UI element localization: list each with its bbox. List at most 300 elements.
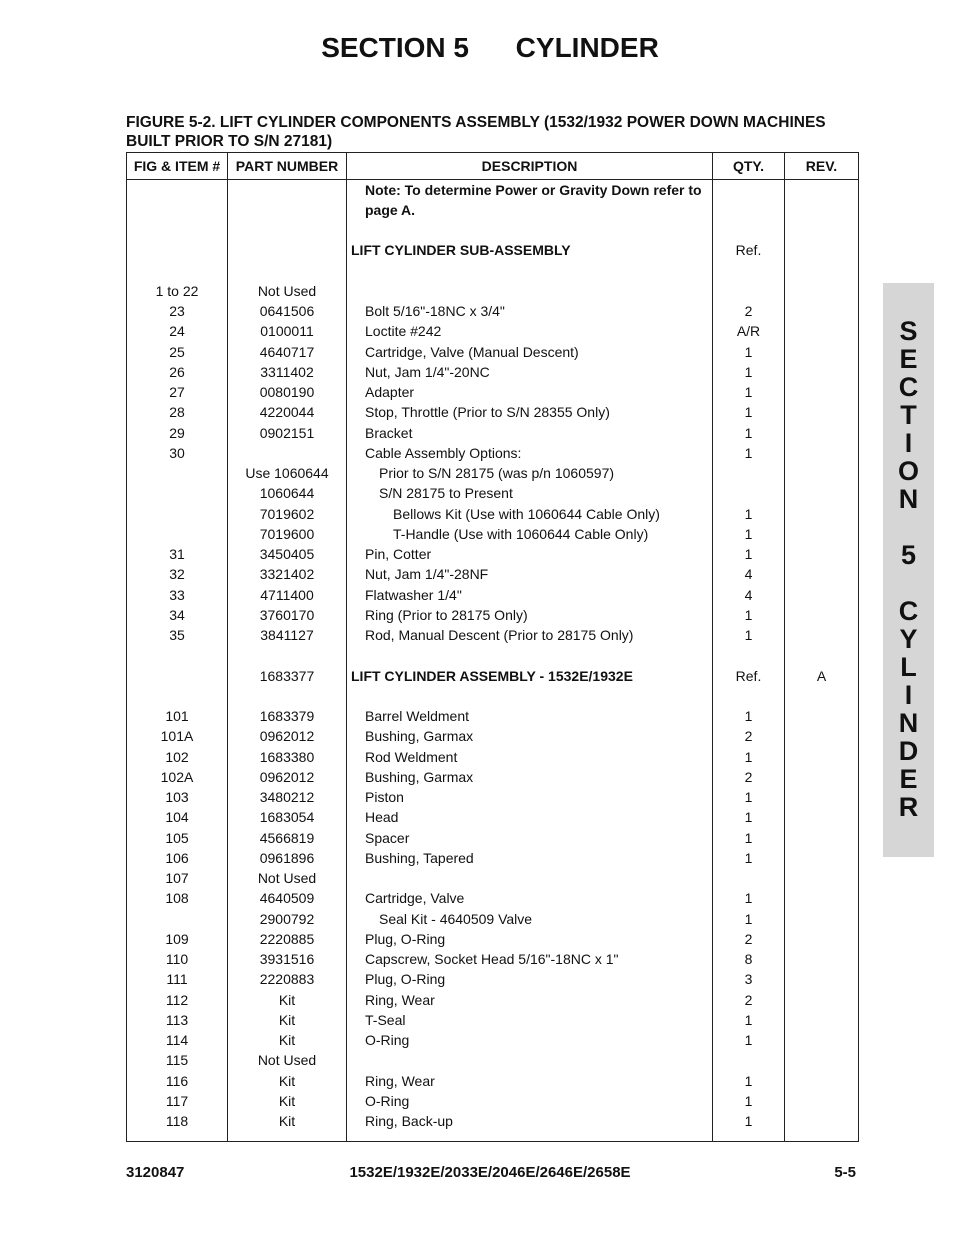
side-tab-letter: C	[898, 596, 919, 626]
description-text: Bushing, Tapered	[365, 849, 474, 866]
part-number-cell: 2220883	[228, 969, 347, 989]
fig-item-cell: 101A	[127, 726, 228, 746]
qty-cell: 2	[713, 767, 785, 787]
part-number-cell: 1683380	[228, 747, 347, 767]
table-row	[127, 524, 859, 544]
description-cell	[347, 321, 713, 341]
part-number-cell	[228, 443, 347, 463]
description-cell	[347, 220, 713, 240]
side-tab-letter: E	[899, 764, 918, 794]
description-text: Loctite #242	[365, 323, 442, 340]
fig-item-cell: 32	[127, 564, 228, 584]
table-row	[127, 828, 859, 848]
description-cell	[347, 787, 713, 807]
qty-cell	[713, 281, 785, 301]
description-cell	[347, 423, 713, 443]
qty-cell: 1	[713, 625, 785, 645]
part-number-cell: 3311402	[228, 362, 347, 382]
description-cell	[347, 240, 713, 260]
side-tab-letter: N	[898, 484, 919, 514]
description-cell	[347, 807, 713, 827]
rev-cell	[785, 463, 859, 483]
table-row	[127, 362, 859, 382]
part-number-cell: 4711400	[228, 585, 347, 605]
rev-cell	[785, 686, 859, 706]
description-cell	[347, 605, 713, 625]
table-row	[127, 1071, 859, 1091]
table-row	[127, 949, 859, 969]
fig-item-cell: 103	[127, 787, 228, 807]
part-number-cell: 4640509	[228, 888, 347, 908]
description-cell	[347, 180, 713, 221]
rev-cell	[785, 564, 859, 584]
table-row	[127, 423, 859, 443]
fig-item-cell	[127, 483, 228, 503]
description-cell	[347, 1071, 713, 1091]
rev-cell	[785, 504, 859, 524]
description-text: Flatwasher 1/4"	[365, 586, 462, 603]
fig-item-cell: 109	[127, 929, 228, 949]
part-number-cell: 3760170	[228, 605, 347, 625]
fig-item-cell: 105	[127, 828, 228, 848]
description-cell	[347, 261, 713, 281]
description-text: T-Seal	[365, 1011, 406, 1028]
qty-cell	[713, 180, 785, 221]
part-number-cell: 2900792	[228, 909, 347, 929]
part-number-cell: Not Used	[228, 1050, 347, 1070]
description-text: Bolt 5/16"-18NC x 3/4"	[365, 303, 505, 319]
description-cell	[347, 625, 713, 645]
qty-cell: 2	[713, 929, 785, 949]
table-row	[127, 1050, 859, 1070]
description-cell	[347, 362, 713, 382]
description-text: Nut, Jam 1/4"-28NF	[365, 566, 489, 583]
fig-item-cell	[127, 220, 228, 240]
part-number-cell: 0100011	[228, 321, 347, 341]
side-tab-letter: C	[898, 372, 919, 402]
description-cell	[347, 848, 713, 868]
part-number-cell: 1060644	[228, 483, 347, 503]
fig-item-cell: 33	[127, 585, 228, 605]
table-row	[127, 868, 859, 888]
fig-item-cell: 110	[127, 949, 228, 969]
description-text: Piston	[365, 789, 404, 805]
qty-cell: 1	[713, 787, 785, 807]
qty-cell	[713, 868, 785, 888]
page-title: SECTION 5 CYLINDER	[321, 32, 659, 63]
part-number-cell	[228, 686, 347, 706]
description-cell	[347, 666, 713, 686]
description-cell	[347, 767, 713, 787]
table-row	[127, 605, 859, 625]
table-row	[127, 585, 859, 605]
part-number-cell: 0902151	[228, 423, 347, 443]
description-cell	[347, 990, 713, 1010]
part-number-cell: 0641506	[228, 301, 347, 321]
column-header-qty: QTY.	[713, 153, 785, 180]
part-number-cell: 3841127	[228, 625, 347, 645]
description-text: Stop, Throttle (Prior to S/N 28355 Only)	[365, 404, 610, 421]
description-cell	[347, 443, 713, 463]
description-text: Bracket	[365, 424, 413, 441]
part-number-cell: Kit	[228, 1071, 347, 1091]
table-row	[127, 220, 859, 240]
rev-cell	[785, 848, 859, 868]
table-row	[127, 929, 859, 949]
part-number-cell: Kit	[228, 1010, 347, 1030]
rev-cell	[785, 321, 859, 341]
rev-cell	[785, 402, 859, 422]
rev-cell	[785, 342, 859, 362]
part-number-cell: 7019600	[228, 524, 347, 544]
description-text: Plug, O-Ring	[365, 971, 446, 988]
qty-cell: Ref.	[713, 666, 785, 686]
table-row	[127, 1010, 859, 1030]
fig-item-cell: 31	[127, 544, 228, 564]
description-cell	[347, 949, 713, 969]
description-text: Seal Kit - 4640509 Valve	[379, 910, 533, 927]
fig-item-cell	[127, 261, 228, 281]
description-cell	[347, 828, 713, 848]
part-number-cell: 0962012	[228, 726, 347, 746]
qty-cell: 1	[713, 1030, 785, 1050]
fig-item-cell: 1 to 22	[127, 281, 228, 301]
table-row	[127, 888, 859, 908]
qty-cell: 1	[713, 828, 785, 848]
qty-cell	[713, 220, 785, 240]
footer-models: 1532E/1932E/2033E/2046E/2646E/2658E	[349, 1164, 631, 1181]
description-cell	[347, 544, 713, 564]
table-row	[127, 706, 859, 726]
qty-cell: 1	[713, 888, 785, 908]
description-text: Pin, Cotter	[365, 546, 432, 562]
part-number-cell: 4566819	[228, 828, 347, 848]
fig-item-cell: 28	[127, 402, 228, 422]
part-number-cell: 1683379	[228, 706, 347, 726]
fig-item-cell	[127, 504, 228, 524]
rev-cell	[785, 868, 859, 888]
figure-title: FIGURE 5-2. LIFT CYLINDER COMPONENTS ASSEMBLY (1532/1932 POWER DOWN MACHINES BUILT PRIOR TO S/N 27181)	[126, 114, 826, 150]
rev-cell	[785, 585, 859, 605]
rev-cell	[785, 949, 859, 969]
rev-cell	[785, 382, 859, 402]
fig-item-cell: 23	[127, 301, 228, 321]
description-text: Cable Assembly Options:	[365, 444, 522, 461]
fig-item-cell: 25	[127, 342, 228, 362]
part-number-cell: 3480212	[228, 787, 347, 807]
part-number-cell: Kit	[228, 1030, 347, 1050]
fig-item-cell: 116	[127, 1071, 228, 1091]
table-row	[127, 686, 859, 706]
side-tab-letter: R	[898, 792, 919, 822]
description-text: Bushing, Garmax	[365, 728, 474, 745]
rev-cell	[785, 281, 859, 301]
column-header-fig-item: FIG & ITEM #	[127, 153, 228, 180]
rev-cell	[785, 1091, 859, 1111]
description-cell	[347, 1091, 713, 1111]
description-text: Bellows Kit (Use with 1060644 Cable Only)	[393, 505, 660, 522]
part-number-cell: 0080190	[228, 382, 347, 402]
table-row	[127, 1091, 859, 1111]
table-row	[127, 483, 859, 503]
table-row	[127, 443, 859, 463]
description-cell	[347, 888, 713, 908]
fig-item-cell: 26	[127, 362, 228, 382]
column-header-description: DESCRIPTION	[347, 153, 713, 180]
table-row	[127, 990, 859, 1010]
qty-cell: 1	[713, 342, 785, 362]
description-text: Ring, Wear	[365, 1072, 435, 1089]
table-header-row	[127, 153, 859, 180]
table-row	[127, 564, 859, 584]
side-tab-letter: L	[900, 652, 917, 682]
fig-item-cell	[127, 645, 228, 665]
description-text: Barrel Weldment	[365, 708, 470, 724]
description-text: Cartridge, Valve	[365, 890, 465, 907]
description-text: Capscrew, Socket Head 5/16"-18NC x 1"	[365, 951, 619, 967]
qty-cell: 2	[713, 990, 785, 1010]
rev-cell	[785, 605, 859, 625]
qty-cell	[713, 463, 785, 483]
description-cell	[347, 747, 713, 767]
table-row	[127, 402, 859, 422]
qty-cell: Ref.	[713, 240, 785, 260]
table-row	[127, 787, 859, 807]
fig-item-cell: 113	[127, 1010, 228, 1030]
rev-cell	[785, 888, 859, 908]
fig-item-cell: 107	[127, 868, 228, 888]
table-row	[127, 342, 859, 362]
rev-cell	[785, 524, 859, 544]
description-text: Note: To determine Power or Gravity Down refer to page A.	[365, 182, 702, 218]
table-row	[127, 848, 859, 868]
qty-cell: 1	[713, 747, 785, 767]
qty-cell: 3	[713, 969, 785, 989]
qty-cell: 1	[713, 1111, 785, 1142]
rev-cell	[785, 1071, 859, 1091]
side-tab-letter: Y	[899, 624, 918, 654]
part-number-cell: 3321402	[228, 564, 347, 584]
table-row	[127, 666, 859, 686]
fig-item-cell: 102	[127, 747, 228, 767]
description-text: Prior to S/N 28175 (was p/n 1060597)	[379, 465, 615, 481]
description-text: Ring, Wear	[365, 991, 435, 1008]
description-text: LIFT CYLINDER SUB-ASSEMBLY	[351, 242, 571, 259]
part-number-cell: Kit	[228, 1091, 347, 1111]
side-tab-letter: S	[899, 316, 918, 346]
qty-cell: 1	[713, 807, 785, 827]
description-text: O-Ring	[365, 1092, 410, 1109]
description-text: Rod Weldment	[365, 748, 458, 765]
qty-cell	[713, 483, 785, 503]
table-row	[127, 261, 859, 281]
description-cell	[347, 1010, 713, 1030]
fig-item-cell: 30	[127, 443, 228, 463]
fig-item-cell: 24	[127, 321, 228, 341]
rev-cell	[785, 706, 859, 726]
table-row	[127, 1111, 859, 1142]
description-cell	[347, 686, 713, 706]
rev-cell	[785, 929, 859, 949]
description-cell	[347, 969, 713, 989]
table-row	[127, 180, 859, 221]
qty-cell: 4	[713, 585, 785, 605]
footer-page-number: 5-5	[834, 1164, 856, 1181]
rev-cell: A	[785, 666, 859, 686]
part-number-cell	[228, 261, 347, 281]
description-text: LIFT CYLINDER ASSEMBLY - 1532E/1932E	[351, 667, 633, 684]
table-row	[127, 1030, 859, 1050]
side-tab-letter: 5	[900, 540, 917, 570]
fig-item-cell	[127, 180, 228, 221]
description-text: Ring (Prior to 28175 Only)	[365, 606, 528, 623]
side-tab-letter	[883, 513, 934, 541]
table-row	[127, 463, 859, 483]
rev-cell	[785, 787, 859, 807]
part-number-cell: 1683054	[228, 807, 347, 827]
part-number-cell: Kit	[228, 990, 347, 1010]
footer-doc-number: 3120847	[126, 1164, 185, 1181]
description-cell	[347, 524, 713, 544]
fig-item-cell: 29	[127, 423, 228, 443]
fig-item-cell: 117	[127, 1091, 228, 1111]
description-text: O-Ring	[365, 1032, 410, 1048]
table-row	[127, 240, 859, 260]
part-number-cell: 3931516	[228, 949, 347, 969]
qty-cell: 1	[713, 362, 785, 382]
fig-item-cell: 114	[127, 1030, 228, 1050]
rev-cell	[785, 1050, 859, 1070]
description-cell	[347, 342, 713, 362]
fig-item-cell	[127, 666, 228, 686]
qty-cell: 1	[713, 544, 785, 564]
qty-cell	[713, 1050, 785, 1070]
fig-item-cell: 108	[127, 888, 228, 908]
fig-item-cell	[127, 463, 228, 483]
parts-table	[126, 152, 859, 1142]
description-cell	[347, 402, 713, 422]
qty-cell: 1	[713, 443, 785, 463]
description-cell	[347, 585, 713, 605]
description-text: Plug, O-Ring	[365, 930, 446, 947]
column-header-part-number: PART NUMBER	[228, 153, 347, 180]
table-row	[127, 544, 859, 564]
table-row	[127, 909, 859, 929]
table-row	[127, 321, 859, 341]
column-header-rev: REV.	[785, 153, 859, 180]
rev-cell	[785, 443, 859, 463]
fig-item-cell: 106	[127, 848, 228, 868]
description-cell	[347, 909, 713, 929]
description-text: T-Handle (Use with 1060644 Cable Only)	[393, 525, 649, 542]
parts-table-body	[127, 180, 859, 1142]
description-text: Nut, Jam 1/4"-20NC	[365, 363, 490, 380]
description-cell	[347, 1050, 713, 1070]
description-text: S/N 28175 to Present	[379, 485, 513, 502]
description-text: Rod, Manual Descent (Prior to 28175 Only)	[365, 627, 634, 643]
qty-cell	[713, 686, 785, 706]
table-row	[127, 747, 859, 767]
side-tab-letter: D	[898, 736, 919, 766]
table-row	[127, 281, 859, 301]
part-number-cell	[228, 240, 347, 260]
fig-item-cell: 111	[127, 969, 228, 989]
description-text: Cartridge, Valve (Manual Descent)	[365, 343, 579, 360]
rev-cell	[785, 544, 859, 564]
description-cell	[347, 504, 713, 524]
fig-item-cell: 35	[127, 625, 228, 645]
side-tab-letter: E	[899, 344, 918, 374]
side-tab-letter: T	[900, 400, 917, 430]
description-cell	[347, 301, 713, 321]
rev-cell	[785, 969, 859, 989]
part-number-cell: 0961896	[228, 848, 347, 868]
description-cell	[347, 564, 713, 584]
fig-item-cell: 102A	[127, 767, 228, 787]
part-number-cell: 4220044	[228, 402, 347, 422]
description-cell	[347, 726, 713, 746]
description-text: Head	[365, 809, 399, 826]
section-side-tab	[883, 283, 934, 857]
description-cell	[347, 483, 713, 503]
side-tab-letter: I	[904, 428, 913, 458]
description-cell	[347, 1111, 713, 1142]
qty-cell: 2	[713, 726, 785, 746]
qty-cell: 2	[713, 301, 785, 321]
side-tab-letter: N	[898, 708, 919, 738]
qty-cell: A/R	[713, 321, 785, 341]
rev-cell	[785, 261, 859, 281]
side-tab-letters	[883, 317, 934, 821]
fig-item-cell	[127, 240, 228, 260]
fig-item-cell: 101	[127, 706, 228, 726]
part-number-cell: Kit	[228, 1111, 347, 1142]
table-row	[127, 726, 859, 746]
rev-cell	[785, 625, 859, 645]
fig-item-cell	[127, 524, 228, 544]
fig-item-cell: 112	[127, 990, 228, 1010]
rev-cell	[785, 180, 859, 221]
rev-cell	[785, 828, 859, 848]
qty-cell: 1	[713, 1091, 785, 1111]
qty-cell: 1	[713, 909, 785, 929]
rev-cell	[785, 1010, 859, 1030]
rev-cell	[785, 240, 859, 260]
fig-item-cell: 115	[127, 1050, 228, 1070]
qty-cell: 1	[713, 504, 785, 524]
qty-cell: 1	[713, 524, 785, 544]
part-number-cell: Not Used	[228, 868, 347, 888]
qty-cell: 1	[713, 382, 785, 402]
fig-item-cell	[127, 686, 228, 706]
rev-cell	[785, 362, 859, 382]
part-number-cell	[228, 645, 347, 665]
table-row	[127, 969, 859, 989]
qty-cell	[713, 261, 785, 281]
part-number-cell: Use 1060644	[228, 463, 347, 483]
fig-item-cell: 118	[127, 1111, 228, 1142]
description-text: Bushing, Garmax	[365, 768, 474, 785]
description-cell	[347, 868, 713, 888]
rev-cell	[785, 767, 859, 787]
table-row	[127, 807, 859, 827]
description-cell	[347, 929, 713, 949]
part-number-cell: 0962012	[228, 767, 347, 787]
fig-item-cell	[127, 909, 228, 929]
table-row	[127, 382, 859, 402]
rev-cell	[785, 483, 859, 503]
rev-cell	[785, 909, 859, 929]
